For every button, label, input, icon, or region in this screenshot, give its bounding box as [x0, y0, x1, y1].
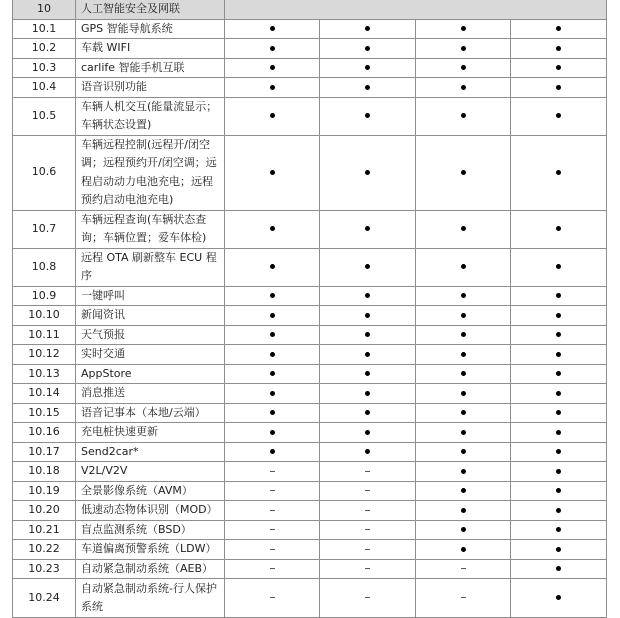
availability-cell — [225, 286, 320, 306]
availability-cell — [225, 19, 320, 39]
standard-dot-icon — [365, 352, 370, 357]
standard-dot-icon — [556, 566, 561, 571]
availability-cell — [416, 325, 511, 345]
table-row — [13, 306, 607, 326]
table-row — [13, 403, 607, 423]
item-number: 10.14 — [13, 384, 76, 404]
standard-dot-icon — [556, 410, 561, 415]
standard-dot-icon — [270, 449, 275, 454]
standard-dot-icon — [270, 26, 275, 31]
availability-cell — [320, 579, 416, 618]
section-title: 人工智能安全及网联 — [76, 0, 225, 19]
standard-dot-icon — [461, 65, 466, 70]
table-row — [13, 579, 607, 618]
availability-cell — [511, 501, 607, 521]
availability-cell — [225, 97, 320, 135]
item-description: carlife 智能手机互联 — [76, 58, 225, 78]
standard-dot-icon — [461, 313, 466, 318]
standard-dot-icon — [270, 113, 275, 118]
availability-cell — [225, 423, 320, 443]
standard-dot-icon — [461, 293, 466, 298]
availability-cell — [416, 520, 511, 540]
availability-cell — [416, 306, 511, 326]
item-number: 10.12 — [13, 345, 76, 365]
section-header-blank — [225, 0, 607, 19]
availability-cell — [225, 78, 320, 98]
item-description: 车辆人机交互(能量流显示；车辆状态设置) — [76, 97, 225, 135]
standard-dot-icon — [556, 264, 561, 269]
availability-cell — [416, 345, 511, 365]
standard-dot-icon — [556, 170, 561, 175]
availability-cell — [320, 325, 416, 345]
availability-cell — [511, 135, 607, 210]
standard-dot-icon — [556, 371, 561, 376]
item-description: 充电桩快速更新 — [76, 423, 225, 443]
not-available-dash-icon — [365, 510, 370, 511]
availability-cell — [225, 481, 320, 501]
item-description: 车辆远程查询(车辆状态查询；车辆位置；爱车体检) — [76, 210, 225, 248]
standard-dot-icon — [556, 449, 561, 454]
availability-cell — [320, 286, 416, 306]
not-available-dash-icon — [270, 529, 275, 530]
standard-dot-icon — [365, 332, 370, 337]
table-row — [13, 286, 607, 306]
item-number: 10.9 — [13, 286, 76, 306]
availability-cell — [225, 58, 320, 78]
availability-cell — [320, 501, 416, 521]
standard-dot-icon — [365, 26, 370, 31]
item-description: 盲点监测系统（BSD） — [76, 520, 225, 540]
availability-cell — [511, 210, 607, 248]
standard-dot-icon — [556, 469, 561, 474]
not-available-dash-icon — [365, 529, 370, 530]
availability-cell — [511, 286, 607, 306]
standard-dot-icon — [461, 430, 466, 435]
standard-dot-icon — [270, 430, 275, 435]
table-row — [13, 384, 607, 404]
item-description: 车辆远程控制(远程开/闭空调；远程预约开/闭空调；远程启动动力电池充电；远程预约启动电池充电) — [76, 135, 225, 210]
standard-dot-icon — [365, 65, 370, 70]
table-row — [13, 135, 607, 210]
standard-dot-icon — [461, 410, 466, 415]
standard-dot-icon — [365, 170, 370, 175]
section-number: 10 — [13, 0, 76, 19]
availability-cell — [225, 540, 320, 560]
availability-cell — [511, 78, 607, 98]
availability-cell — [320, 559, 416, 579]
standard-dot-icon — [270, 371, 275, 376]
standard-dot-icon — [556, 508, 561, 513]
not-available-dash-icon — [365, 549, 370, 550]
item-number: 10.5 — [13, 97, 76, 135]
availability-cell — [225, 248, 320, 286]
standard-dot-icon — [365, 85, 370, 90]
availability-cell — [225, 520, 320, 540]
standard-dot-icon — [270, 264, 275, 269]
standard-dot-icon — [365, 449, 370, 454]
availability-cell — [320, 364, 416, 384]
standard-dot-icon — [461, 170, 466, 175]
availability-cell — [416, 423, 511, 443]
availability-cell — [320, 423, 416, 443]
item-description: Send2car* — [76, 442, 225, 462]
standard-dot-icon — [556, 332, 561, 337]
availability-cell — [225, 364, 320, 384]
availability-cell — [416, 364, 511, 384]
standard-dot-icon — [556, 293, 561, 298]
availability-cell — [416, 286, 511, 306]
not-available-dash-icon — [270, 490, 275, 491]
standard-dot-icon — [556, 488, 561, 493]
availability-cell — [320, 442, 416, 462]
availability-cell — [320, 481, 416, 501]
availability-cell — [225, 462, 320, 482]
table-row — [13, 78, 607, 98]
item-number: 10.8 — [13, 248, 76, 286]
not-available-dash-icon — [270, 510, 275, 511]
standard-dot-icon — [461, 547, 466, 552]
standard-dot-icon — [556, 430, 561, 435]
not-available-dash-icon — [365, 471, 370, 472]
item-description: V2L/V2V — [76, 462, 225, 482]
availability-cell — [416, 248, 511, 286]
standard-dot-icon — [556, 46, 561, 51]
availability-cell — [320, 345, 416, 365]
item-number: 10.6 — [13, 135, 76, 210]
availability-cell — [511, 481, 607, 501]
standard-dot-icon — [365, 264, 370, 269]
availability-cell — [320, 19, 416, 39]
table-row — [13, 19, 607, 39]
availability-cell — [416, 462, 511, 482]
standard-dot-icon — [461, 226, 466, 231]
availability-cell — [511, 325, 607, 345]
table-row — [13, 520, 607, 540]
standard-dot-icon — [556, 391, 561, 396]
standard-dot-icon — [461, 26, 466, 31]
availability-cell — [416, 135, 511, 210]
item-number: 10.3 — [13, 58, 76, 78]
availability-cell — [320, 97, 416, 135]
standard-dot-icon — [556, 113, 561, 118]
availability-cell — [416, 97, 511, 135]
availability-cell — [320, 78, 416, 98]
standard-dot-icon — [556, 547, 561, 552]
availability-cell — [320, 462, 416, 482]
table-row — [13, 423, 607, 443]
item-number: 10.2 — [13, 39, 76, 59]
table-row — [13, 481, 607, 501]
item-number: 10.23 — [13, 559, 76, 579]
availability-cell — [416, 19, 511, 39]
standard-dot-icon — [365, 226, 370, 231]
not-available-dash-icon — [270, 597, 275, 598]
availability-cell — [320, 540, 416, 560]
standard-dot-icon — [365, 371, 370, 376]
standard-dot-icon — [270, 352, 275, 357]
standard-dot-icon — [461, 264, 466, 269]
availability-cell — [416, 501, 511, 521]
availability-cell — [416, 481, 511, 501]
standard-dot-icon — [461, 488, 466, 493]
table-row — [13, 210, 607, 248]
availability-cell — [511, 540, 607, 560]
availability-cell — [225, 39, 320, 59]
item-description: 实时交通 — [76, 345, 225, 365]
standard-dot-icon — [556, 313, 561, 318]
standard-dot-icon — [461, 527, 466, 532]
item-number: 10.24 — [13, 579, 76, 618]
item-description: 全景影像系统（AVM） — [76, 481, 225, 501]
availability-cell — [225, 442, 320, 462]
availability-cell — [416, 58, 511, 78]
availability-cell — [225, 135, 320, 210]
standard-dot-icon — [461, 352, 466, 357]
availability-cell — [511, 423, 607, 443]
item-number: 10.10 — [13, 306, 76, 326]
availability-cell — [511, 306, 607, 326]
availability-cell — [320, 384, 416, 404]
availability-cell — [416, 78, 511, 98]
availability-cell — [320, 248, 416, 286]
item-description: 天气预报 — [76, 325, 225, 345]
standard-dot-icon — [270, 293, 275, 298]
standard-dot-icon — [556, 26, 561, 31]
availability-cell — [416, 384, 511, 404]
section-header-row — [13, 0, 607, 19]
availability-cell — [511, 520, 607, 540]
table-row — [13, 39, 607, 59]
table-row — [13, 462, 607, 482]
availability-cell — [225, 345, 320, 365]
item-number: 10.20 — [13, 501, 76, 521]
standard-dot-icon — [365, 430, 370, 435]
availability-cell — [511, 384, 607, 404]
standard-dot-icon — [365, 113, 370, 118]
standard-dot-icon — [270, 313, 275, 318]
table-row — [13, 501, 607, 521]
availability-cell — [511, 248, 607, 286]
item-description: 车道偏离预警系统（LDW） — [76, 540, 225, 560]
item-description: 语音记事本（本地/云端） — [76, 403, 225, 423]
availability-cell — [511, 345, 607, 365]
availability-cell — [511, 462, 607, 482]
item-description: 一键呼叫 — [76, 286, 225, 306]
availability-cell — [320, 210, 416, 248]
standard-dot-icon — [461, 332, 466, 337]
not-available-dash-icon — [270, 471, 275, 472]
table-row — [13, 97, 607, 135]
item-number: 10.17 — [13, 442, 76, 462]
standard-dot-icon — [270, 332, 275, 337]
availability-cell — [416, 559, 511, 579]
not-available-dash-icon — [270, 549, 275, 550]
not-available-dash-icon — [365, 490, 370, 491]
item-number: 10.11 — [13, 325, 76, 345]
standard-dot-icon — [461, 449, 466, 454]
table-row — [13, 58, 607, 78]
standard-dot-icon — [461, 508, 466, 513]
standard-dot-icon — [365, 313, 370, 318]
table-row — [13, 325, 607, 345]
item-description: 消息推送 — [76, 384, 225, 404]
standard-dot-icon — [270, 85, 275, 90]
item-number: 10.22 — [13, 540, 76, 560]
item-description: 车载 WIFI — [76, 39, 225, 59]
item-description: 语音识别功能 — [76, 78, 225, 98]
item-description: 新闻资讯 — [76, 306, 225, 326]
standard-dot-icon — [556, 527, 561, 532]
item-number: 10.1 — [13, 19, 76, 39]
item-description: 远程 OTA 刷新整车 ECU 程序 — [76, 248, 225, 286]
standard-dot-icon — [365, 410, 370, 415]
feature-spec-table — [12, 0, 607, 618]
availability-cell — [511, 19, 607, 39]
item-description: AppStore — [76, 364, 225, 384]
availability-cell — [416, 540, 511, 560]
item-number: 10.15 — [13, 403, 76, 423]
item-description: 低速动态物体识别（MOD） — [76, 501, 225, 521]
standard-dot-icon — [365, 293, 370, 298]
availability-cell — [225, 501, 320, 521]
item-number: 10.21 — [13, 520, 76, 540]
availability-cell — [320, 403, 416, 423]
availability-cell — [225, 403, 320, 423]
availability-cell — [320, 58, 416, 78]
standard-dot-icon — [270, 410, 275, 415]
availability-cell — [225, 559, 320, 579]
availability-cell — [225, 384, 320, 404]
not-available-dash-icon — [461, 597, 466, 598]
availability-cell — [225, 325, 320, 345]
item-description: 自动紧急制动系统（AEB） — [76, 559, 225, 579]
availability-cell — [320, 135, 416, 210]
availability-cell — [416, 442, 511, 462]
standard-dot-icon — [365, 391, 370, 396]
item-number: 10.4 — [13, 78, 76, 98]
standard-dot-icon — [556, 226, 561, 231]
standard-dot-icon — [270, 46, 275, 51]
availability-cell — [320, 306, 416, 326]
not-available-dash-icon — [365, 568, 370, 569]
availability-cell — [416, 39, 511, 59]
standard-dot-icon — [270, 170, 275, 175]
availability-cell — [511, 97, 607, 135]
standard-dot-icon — [461, 391, 466, 396]
table-row — [13, 559, 607, 579]
standard-dot-icon — [556, 85, 561, 90]
standard-dot-icon — [270, 391, 275, 396]
not-available-dash-icon — [270, 568, 275, 569]
availability-cell — [416, 403, 511, 423]
table-row — [13, 345, 607, 365]
standard-dot-icon — [461, 85, 466, 90]
item-number: 10.19 — [13, 481, 76, 501]
table-row — [13, 364, 607, 384]
standard-dot-icon — [461, 113, 466, 118]
item-description: GPS 智能导航系统 — [76, 19, 225, 39]
availability-cell — [511, 442, 607, 462]
availability-cell — [511, 39, 607, 59]
not-available-dash-icon — [461, 568, 466, 569]
standard-dot-icon — [270, 226, 275, 231]
standard-dot-icon — [461, 371, 466, 376]
item-number: 10.16 — [13, 423, 76, 443]
availability-cell — [416, 579, 511, 618]
availability-cell — [320, 520, 416, 540]
item-description: 自动紧急制动系统-行人保护系统 — [76, 579, 225, 618]
availability-cell — [511, 559, 607, 579]
availability-cell — [511, 579, 607, 618]
table-row — [13, 248, 607, 286]
table-row — [13, 442, 607, 462]
availability-cell — [225, 306, 320, 326]
not-available-dash-icon — [365, 597, 370, 598]
item-number: 10.7 — [13, 210, 76, 248]
availability-cell — [511, 364, 607, 384]
standard-dot-icon — [270, 65, 275, 70]
standard-dot-icon — [461, 469, 466, 474]
standard-dot-icon — [365, 46, 370, 51]
availability-cell — [225, 579, 320, 618]
standard-dot-icon — [461, 46, 466, 51]
item-number: 10.13 — [13, 364, 76, 384]
availability-cell — [416, 210, 511, 248]
standard-dot-icon — [556, 352, 561, 357]
availability-cell — [511, 403, 607, 423]
availability-cell — [225, 210, 320, 248]
table-row — [13, 540, 607, 560]
availability-cell — [320, 39, 416, 59]
availability-cell — [511, 58, 607, 78]
standard-dot-icon — [556, 65, 561, 70]
item-number: 10.18 — [13, 462, 76, 482]
